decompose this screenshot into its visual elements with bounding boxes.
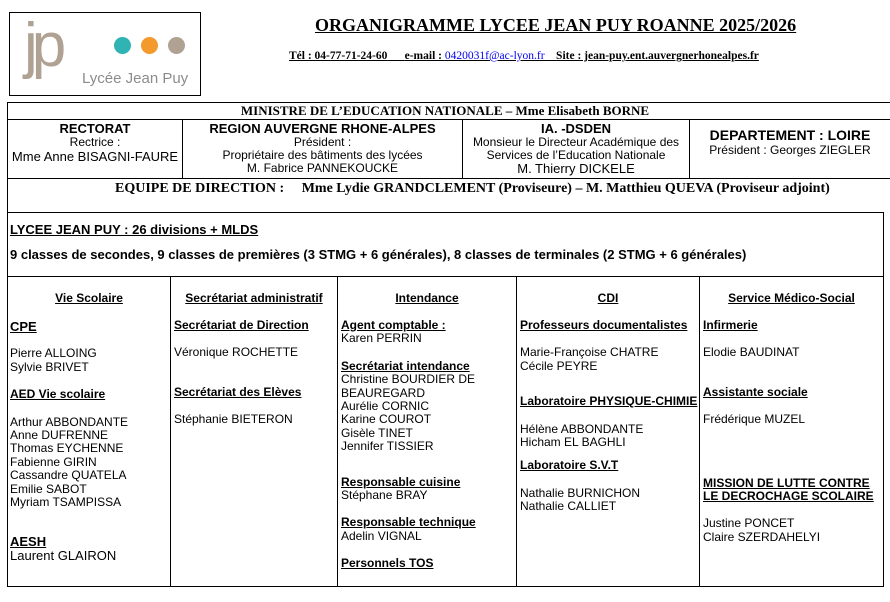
departement-title: DEPARTEMENT : LOIRE (709, 127, 871, 143)
region-title: REGION AUVERGNE RHONE-ALPES (209, 121, 436, 136)
person: Hicham EL BAGHLI (520, 435, 626, 450)
section-mission-decrochage: LE DECROCHAGE SCOLAIRE (703, 489, 874, 504)
logo-text: Lycée Jean Puy (82, 70, 189, 87)
column-head-medico-social: Service Médico-Social (728, 291, 855, 305)
section-agent-comptable: Agent comptable : (341, 318, 446, 332)
departement-cell (690, 127, 890, 157)
dsden-line: Monsieur le Directeur Académique des (472, 135, 680, 149)
border (699, 276, 700, 587)
border (7, 276, 883, 277)
border (7, 119, 890, 120)
dsden-cell (463, 121, 689, 175)
person: Karen PERRIN (341, 331, 422, 346)
direction-label: EQUIPE DE DIRECTION : (115, 181, 285, 196)
rectorat-title: RECTORAT (59, 121, 131, 136)
person: Justine PONCET (703, 516, 795, 531)
section-cpe: CPE (10, 319, 37, 334)
person: Stéphanie BIETERON (174, 412, 293, 427)
person: Laurent GLAIRON (10, 547, 117, 563)
region-line: Président : (293, 135, 352, 149)
column-vie-scolaire (10, 320, 168, 562)
rectorat-line: Rectrice : (69, 135, 121, 149)
logo-letters: jp (24, 11, 61, 80)
section-secretariat-intendance: Secrétariat intendance (341, 358, 470, 373)
section-professeurs-documentalistes: Professeurs documentalistes (520, 318, 688, 332)
email-label: e-mail : (404, 50, 442, 62)
person: Claire SZERDAHELYI (703, 529, 821, 544)
person: Myriam TSAMPISSA (10, 495, 122, 510)
page-title: ORGANIGRAMME LYCEE JEAN PUY ROANNE 2025/2026 (315, 15, 797, 35)
departement-line: Président : Georges ZIEGLER (709, 143, 871, 157)
border (170, 276, 171, 587)
person: Stéphane BRAY (341, 488, 428, 503)
section-infirmerie: Infirmerie (703, 318, 758, 332)
section-mission-decrochage: MISSION DE LUTTE CONTRE (703, 475, 870, 490)
region-name: M. Fabrice PANNEKOUCKE (246, 161, 399, 175)
column-intendance (341, 319, 514, 571)
column-head-intendance: Intendance (395, 291, 459, 305)
column-cdi (520, 319, 698, 514)
school-logo (9, 12, 201, 96)
border (7, 178, 890, 179)
lycee-description: 9 classes de secondes, 9 classes de premières (3 STMG + 6 générales), 8 classes de terminales (2 STMG + 6 générales) (10, 247, 747, 262)
border (7, 586, 883, 587)
section-secretariat-direction: Secrétariat de Direction (174, 318, 309, 332)
border (516, 276, 517, 587)
section-responsable-technique: Responsable technique (341, 515, 476, 530)
contact-line (289, 50, 759, 62)
section-laboratoire-svt: Laboratoire S.V.T (520, 458, 619, 473)
rectorat-name: Mme Anne BISAGNI-FAURE (11, 149, 179, 164)
person: Adelin VIGNAL (341, 528, 422, 543)
dsden-name: M. Thierry DICKELE (517, 161, 635, 176)
direction-row (115, 181, 830, 197)
section-aed: AED Vie scolaire (10, 387, 106, 402)
border (7, 212, 883, 213)
column-head-cdi: CDI (597, 291, 619, 305)
border (337, 276, 338, 587)
region-cell (183, 121, 462, 175)
person: Hélène ABBONDANTE (520, 421, 644, 436)
section-aesh: AESH (10, 534, 47, 550)
person: Christine BOURDIER DE (341, 372, 476, 387)
column-medico-social (703, 319, 881, 544)
person: Fabienne GIRIN (10, 454, 97, 469)
person: Gisèle TINET (341, 425, 413, 440)
column-secretariat (174, 319, 334, 427)
logo-dot-orange (141, 37, 158, 54)
rectorat-cell (8, 121, 182, 164)
person: Véronique ROCHETTE (174, 345, 299, 360)
person: Cassandre QUATELA (10, 468, 127, 483)
person: Aurélie CORNIC (341, 399, 430, 414)
person: Karine COUROT (341, 412, 432, 427)
person: Elodie BAUDINAT (703, 345, 800, 360)
dsden-title: IA. -DSDEN (540, 121, 612, 136)
phone: Tél : 04-77-71-24-60 (289, 50, 388, 62)
website[interactable]: Site : jean-puy.ent.auvergnerhonealpes.fr (556, 50, 759, 62)
person: Thomas EYCHENNE (10, 441, 124, 456)
person: Nathalie CALLIET (520, 499, 617, 514)
section-responsable-cuisine: Responsable cuisine (341, 474, 461, 489)
person: Sylvie BRIVET (10, 359, 89, 374)
lycee-title: LYCEE JEAN PUY : 26 divisions + MLDS (10, 222, 259, 237)
person: Anne DUFRENNE (10, 428, 109, 443)
person: Arthur ABBONDANTE (10, 414, 129, 429)
person: Pierre ALLOING (10, 346, 97, 361)
person: Nathalie BURNICHON (520, 485, 641, 500)
person: BEAUREGARD (341, 385, 426, 400)
person: Jennifer TISSIER (341, 439, 434, 454)
person: Cécile PEYRE (520, 358, 598, 373)
person: Marie-Françoise CHATRE (520, 345, 659, 360)
logo-dot-teal (114, 37, 131, 54)
section-personnels-tos: Personnels TOS (341, 556, 434, 571)
border (7, 102, 8, 587)
section-laboratoire-physique: Laboratoire PHYSIQUE-CHIMIE (520, 394, 698, 409)
person: Emilie SABOT (10, 481, 87, 496)
dsden-line: Services de l’Education Nationale (486, 148, 666, 162)
section-assistante-sociale: Assistante sociale (703, 384, 808, 399)
logo-dot-taupe (168, 37, 185, 54)
person: Frédérique MUZEL (703, 412, 806, 427)
ministre-row: MINISTRE DE L’EDUCATION NATIONALE – Mme Elisabeth BORNE (240, 103, 650, 118)
email-link[interactable]: 0420031f@ac-lyon.fr (444, 50, 545, 62)
border (883, 212, 884, 587)
column-head-vie-scolaire: Vie Scolaire (55, 291, 123, 305)
section-secretariat-eleves: Secrétariat des Elèves (174, 384, 302, 399)
region-line: Propriétaire des bâtiments des lycées (222, 148, 423, 162)
column-head-secretariat: Secrétariat administratif (185, 291, 323, 305)
direction-members: Mme Lydie GRANDCLEMENT (Proviseure) – M. Matthieu QUEVA (Proviseur adjoint) (301, 181, 830, 196)
